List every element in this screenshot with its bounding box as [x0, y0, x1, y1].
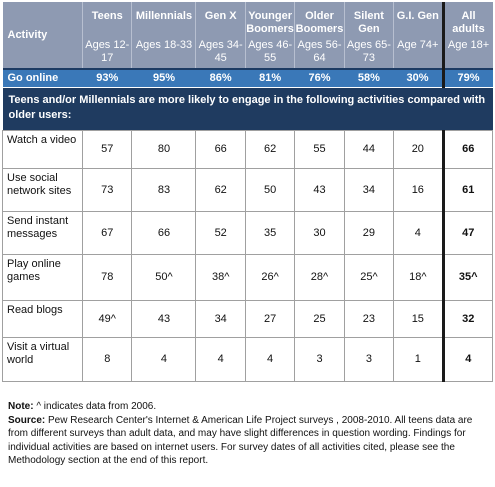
- table-row: [3, 131, 493, 169]
- table-cell: 15: [394, 301, 443, 338]
- header-gen-x: Gen X Ages 34-45: [196, 2, 245, 69]
- table-cell: 8: [83, 338, 132, 382]
- table-cell: 34: [344, 169, 393, 212]
- table-row: [3, 301, 493, 338]
- table-cell: 4: [196, 338, 245, 382]
- table-cell: 18^: [394, 255, 443, 301]
- table-cell: 66: [132, 212, 196, 255]
- table-cell: 16: [394, 169, 443, 212]
- table-cell: 4: [245, 338, 294, 382]
- table-cell: 25: [295, 301, 344, 338]
- activity-label: Read blogs: [3, 301, 83, 338]
- table-cell: 43: [132, 301, 196, 338]
- table-notes: [8, 400, 486, 468]
- header-teens: Teens Ages 12-17: [83, 2, 132, 69]
- header-older-boomers: Older Boomers Ages 56-64: [295, 2, 344, 69]
- source-line: [8, 414, 486, 468]
- go-online-label: Go online: [3, 69, 83, 88]
- table-cell-all-adults: 47: [443, 212, 492, 255]
- go-online-cell-all-adults: 79%: [443, 69, 492, 88]
- table-cell: 66: [196, 131, 245, 169]
- table-cell: 62: [245, 131, 294, 169]
- go-online-cell: 30%: [394, 69, 443, 88]
- table-cell: 49^: [83, 301, 132, 338]
- table-cell: 67: [83, 212, 132, 255]
- table-row: [3, 169, 493, 212]
- table-cell: 3: [295, 338, 344, 382]
- table-cell: 78: [83, 255, 132, 301]
- intro-row: [3, 88, 493, 131]
- table-cell: 43: [295, 169, 344, 212]
- activity-label: Visit a virtual world: [3, 338, 83, 382]
- generations-table-container: [2, 2, 493, 382]
- source-label: Source:: [8, 414, 46, 426]
- table-cell: 29: [344, 212, 393, 255]
- table-cell: 20: [394, 131, 443, 169]
- table-cell: 26^: [245, 255, 294, 301]
- table-cell: 52: [196, 212, 245, 255]
- go-online-cell: 93%: [83, 69, 132, 88]
- table-cell-all-adults: 61: [443, 169, 492, 212]
- intro-text: Teens and/or Millennials are more likely to engage in the following activities compared with older users:: [3, 88, 493, 131]
- go-online-cell: 76%: [295, 69, 344, 88]
- table-cell: 35: [245, 212, 294, 255]
- header-activity: Activity: [3, 2, 83, 69]
- table-row: [3, 212, 493, 255]
- table-cell-all-adults: 35^: [443, 255, 492, 301]
- table-row: [3, 338, 493, 382]
- table-cell: 62: [196, 169, 245, 212]
- go-online-row: [3, 69, 493, 88]
- source-text: Pew Research Center's Internet & American Life Project surveys , 2008-2010. All teens data are from different surveys than adult data, and may have slight differences in question wording. Findings for individual activities are based on internet users. For survey dates of all activities cited, please see the Methodology section at the end of this report.: [8, 414, 473, 466]
- table-cell: 80: [132, 131, 196, 169]
- table-cell: 50^: [132, 255, 196, 301]
- go-online-cell: 58%: [344, 69, 393, 88]
- table-row: [3, 255, 493, 301]
- table-cell: 50: [245, 169, 294, 212]
- generations-activities-table: [2, 2, 493, 382]
- table-cell-all-adults: 4: [443, 338, 492, 382]
- header-gi-gen: G.I. Gen Age 74+: [394, 2, 443, 69]
- table-cell: 28^: [295, 255, 344, 301]
- table-cell: 1: [394, 338, 443, 382]
- go-online-cell: 86%: [196, 69, 245, 88]
- table-cell-all-adults: 66: [443, 131, 492, 169]
- header-younger-boomers: Younger Boomers Ages 46-55: [245, 2, 294, 69]
- table-cell: 4: [394, 212, 443, 255]
- table-cell: 27: [245, 301, 294, 338]
- activity-label: Send instant messages: [3, 212, 83, 255]
- table-cell: 3: [344, 338, 393, 382]
- activity-label: Play online games: [3, 255, 83, 301]
- table-cell: 4: [132, 338, 196, 382]
- activity-label: Use social network sites: [3, 169, 83, 212]
- table-cell: 44: [344, 131, 393, 169]
- table-cell: 83: [132, 169, 196, 212]
- header-row: [3, 2, 493, 69]
- table-cell: 73: [83, 169, 132, 212]
- note-text: ^ indicates data from 2006.: [33, 401, 157, 412]
- table-cell: 23: [344, 301, 393, 338]
- header-all-adults: All adults Age 18+: [443, 2, 492, 69]
- header-silent-gen: Silent Gen Ages 65-73: [344, 2, 393, 69]
- table-cell: 30: [295, 212, 344, 255]
- table-cell: 38^: [196, 255, 245, 301]
- activity-label: Watch a video: [3, 131, 83, 169]
- note-label: Note:: [8, 401, 34, 412]
- table-cell: 34: [196, 301, 245, 338]
- note-line: [8, 400, 486, 414]
- go-online-cell: 81%: [245, 69, 294, 88]
- go-online-cell: 95%: [132, 69, 196, 88]
- table-cell: 25^: [344, 255, 393, 301]
- table-cell: 55: [295, 131, 344, 169]
- table-cell: 57: [83, 131, 132, 169]
- header-millennials: Millennials Ages 18-33: [132, 2, 196, 69]
- table-cell-all-adults: 32: [443, 301, 492, 338]
